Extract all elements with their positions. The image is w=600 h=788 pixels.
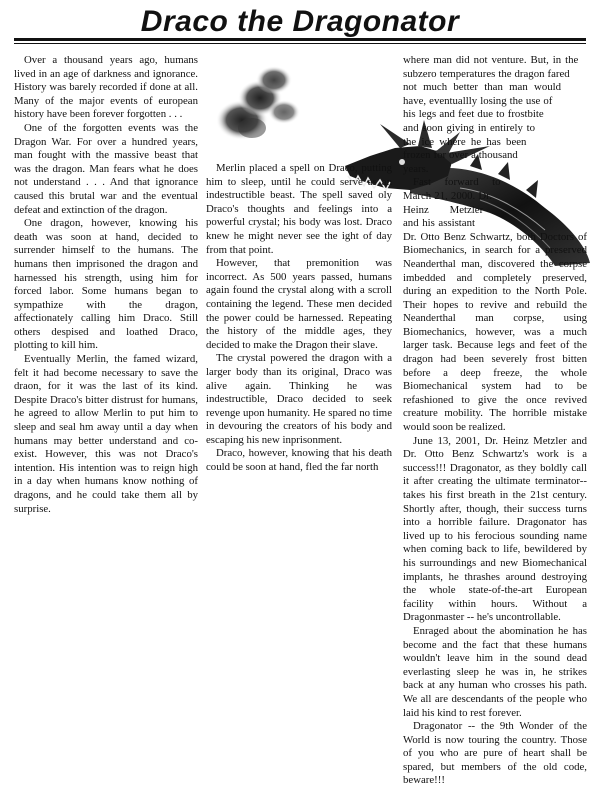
paragraph-13: Dragonator -- the 9th Wonder of the World is now touring the country. Those of you who are pure of heart shall be spared, but members of the old code, beware!!!: [403, 720, 587, 787]
paragraph-9: where man did not venture. But, in the subzero temperatures the dragon fared not much better than man would have, eventuallly losing the use of his legs and feet due to frostbite and soon giving in entirely to the ice where he has been frozen for over a thousand years.: [403, 54, 579, 175]
paragraph-12: Enraged about the abomination he has become and the fact that these humans wouldn't leave him in the sound dead everlasting sleep he was in, he strikes back at any human who crosses his path. We all are descendants of the people who laid his kind to rest forever.: [403, 624, 587, 719]
smoke-cloud-image: [212, 58, 317, 146]
title-rule-thick: [14, 38, 586, 41]
paragraph-5: Merlin placed a spell on Draco, putting him to sleep, until he could serve as an indestructible beast. The spell saved oly Draco's thoughts and feelings into a powerful crystal; his body was lost. Draco knew he might never see the ight of day from that point.: [206, 162, 392, 256]
paragraph-7: The crystal powered the dragon with a larger body than its original, Draco was alive again. Thinking he was indestructible, Draco decided to seek revenge upon humanity. He spared no time in devouring the creators of his body and escaping his new inprisonment.: [206, 352, 392, 446]
article-title: Draco the Dragonator: [140, 5, 460, 38]
paragraph-11: June 13, 2001, Dr. Heinz Metzler and Dr. Otto Benz Schwartz's work is a success!!! Dragonator, as they boldly call it after creating the ultimate terminator--takes his first breath in the 21st century. Shortly after, though, their success turns into a horrible failure. Dragonator has lived up to his ferocious sounding name when coming back to life, bewildered by his surroundings and new Biomechanical implants, he thrashes around destroying the whole state-of-the-art European facility within hours. Without a Dragonmaster -- he's uncontrollable.: [403, 434, 587, 624]
paragraph-1: Over a thousand years ago, humans lived in an age of darkness and ignorance. History was barely recorded if done at all. Many of the major events of european history have been forever forgotten . . .: [14, 54, 198, 121]
paragraph-3: One dragon, however, knowing his death was soon at hand, decided to surrender himself to the humans. The humans then imprisoned the dragon and harnessed his strength, using him for forced labor. Some humans began to sympathize with the dragon, affectionately calling him Draco. Still others despised and loathed Draco, plotting to kill him.: [14, 217, 198, 352]
paragraph-10: Fast forward to March 21, 2000. Dr. Heinz Metzler and his assistant Dr. Otto Benz Schwartz, both Doctors of Biomechanics, in search for a preserved Neanderthal man, discovered the corpse imbedded and completely preserved, during an expedition to the North Pole. Their hopes to revive and rebuild the Neanderthal man corpse, using Biomechanics, however, was a much larger task. Because legs and feet of the dragon had been severely frost bitten before a deep freeze, the whole Biomechanical system had to be refashioned to give the once revived creature mobility. The horrible mistake would soon be realized.: [403, 176, 587, 434]
column-1: [14, 54, 198, 516]
paragraph-2: One of the forgotten events was the Dragon War. For over a hundred years, man fought with the massive beast that was the dragon. Man fears what he does not understand . . . And that ignorance caused this brutal war and the eventual defeat and extinction of the dragon.: [14, 121, 198, 216]
title-rule-thin: [14, 43, 586, 44]
paragraph-4: Eventually Merlin, the famed wizard, felt it had become necessary to save the draon, for it was the last of its kind. Despite Draco's bitter distrust for humans, he agreed to allow Merlin to put him to sleep and seal hm away until a day when humans may better understand and co-exist. However, this was not Draco's intention. His intention was to reign high in a day when humans know nothing of dragons, and he could take them all by surprise.: [14, 353, 198, 515]
paragraph-8: Draco, however, knowing that his death could be soon at hand, fled the far north: [206, 447, 392, 474]
paragraph-6: However, that premonition was incorrect. As 500 years passed, humans again found the crystal along with a scroll containing the legend. These men decided the power could be harnessed. Repeating the history of the middle ages, they decided to make the Dragon their slave.: [206, 257, 392, 351]
column-2: [206, 162, 392, 475]
column-3: [403, 54, 587, 788]
